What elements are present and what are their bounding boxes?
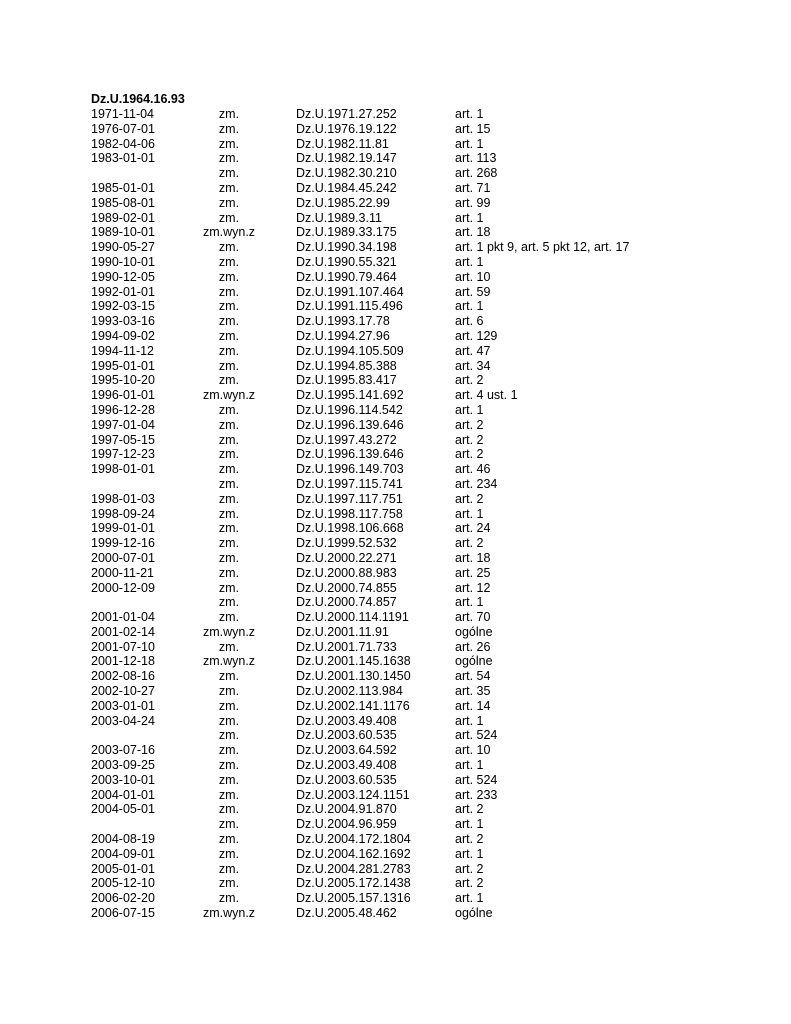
- row-article: art. 34: [455, 358, 491, 373]
- row-reference: Dz.U.1990.34.198: [296, 240, 397, 255]
- row-article: art. 1: [455, 595, 484, 610]
- amendment-table: [0, 107, 791, 921]
- table-row: [0, 107, 791, 122]
- row-reference: Dz.U.2004.91.870: [296, 802, 397, 817]
- table-row: [0, 669, 791, 684]
- row-date: 1994-11-12: [91, 343, 155, 358]
- table-row: [0, 166, 791, 181]
- row-article: art. 1: [455, 136, 484, 151]
- row-reference: Dz.U.1990.79.464: [296, 269, 397, 284]
- row-article: art. 2: [455, 536, 484, 551]
- table-row: [0, 270, 791, 285]
- row-change-type: zm.: [218, 343, 240, 358]
- row-article: art. 1: [455, 817, 484, 832]
- table-row: [0, 847, 791, 862]
- row-reference: Dz.U.2001.130.1450: [296, 669, 411, 684]
- table-row: [0, 137, 791, 152]
- row-reference: Dz.U.2004.172.1804: [296, 832, 411, 847]
- row-date: 1971-11-04: [91, 107, 155, 121]
- row-change-type: zm.: [218, 728, 240, 743]
- row-article: art. 1: [455, 402, 484, 417]
- row-date: 1992-03-15: [91, 299, 155, 314]
- row-change-type: zm.: [218, 832, 240, 847]
- row-reference: Dz.U.2001.11.91: [296, 624, 389, 639]
- row-change-type: zm.: [218, 565, 240, 580]
- row-change-type: zm.wyn.z: [202, 225, 256, 240]
- row-article: art. 1: [455, 713, 484, 728]
- row-change-type: zm.wyn.z: [202, 624, 256, 639]
- row-change-type: zm.: [218, 299, 240, 314]
- row-change-type: zm.: [218, 447, 240, 462]
- row-reference: Dz.U.2004.281.2783: [296, 861, 411, 876]
- row-article: art. 54: [455, 669, 491, 684]
- row-reference: Dz.U.1996.114.542: [296, 402, 403, 417]
- row-date: 1992-01-01: [91, 284, 155, 299]
- row-change-type: zm.: [218, 595, 240, 610]
- row-article: art. 1 pkt 9, art. 5 pkt 12, art. 17: [455, 240, 630, 255]
- row-article: art. 524: [455, 728, 498, 743]
- row-reference: Dz.U.1999.52.532: [296, 536, 397, 551]
- row-reference: Dz.U.1998.106.668: [296, 521, 404, 536]
- row-change-type: zm.: [218, 743, 240, 758]
- row-reference: Dz.U.1971.27.252: [296, 107, 397, 121]
- row-reference: Dz.U.1994.85.388: [296, 358, 397, 373]
- row-date: 1993-03-16: [91, 314, 155, 329]
- row-article: art. 234: [455, 476, 498, 491]
- row-article: art. 2: [455, 861, 484, 876]
- table-row: [0, 418, 791, 433]
- row-reference: Dz.U.2000.74.857: [296, 595, 397, 610]
- row-change-type: zm.: [218, 476, 240, 491]
- row-reference: Dz.U.2002.141.1176: [296, 698, 410, 713]
- row-reference: Dz.U.1996.139.646: [296, 447, 404, 462]
- row-date: 1990-12-05: [91, 269, 155, 284]
- row-date: 1996-01-01: [91, 388, 155, 403]
- row-reference: Dz.U.1982.30.210: [296, 166, 397, 181]
- row-article: art. 2: [455, 447, 484, 462]
- row-change-type: zm.: [218, 639, 240, 654]
- row-change-type: zm.: [218, 314, 240, 329]
- row-date: 2003-09-25: [91, 758, 155, 773]
- row-change-type: zm.wyn.z: [202, 906, 256, 921]
- row-change-type: zm.: [218, 136, 240, 151]
- row-date: 1998-09-24: [91, 506, 155, 521]
- row-article: art. 2: [455, 832, 484, 847]
- row-date: 2003-04-24: [91, 713, 155, 728]
- table-row: [0, 743, 791, 758]
- row-reference: Dz.U.2004.162.1692: [296, 846, 411, 861]
- row-reference: Dz.U.1991.115.496: [296, 299, 403, 314]
- row-article: ogólne: [455, 906, 493, 921]
- table-row: [0, 181, 791, 196]
- row-reference: Dz.U.1995.83.417: [296, 373, 397, 388]
- row-article: art. 4 ust. 1: [455, 388, 518, 403]
- row-reference: Dz.U.1989.33.175: [296, 225, 397, 240]
- row-date: 2004-09-01: [91, 846, 155, 861]
- table-row: [0, 477, 791, 492]
- table-row: [0, 359, 791, 374]
- row-reference: Dz.U.2003.64.592: [296, 743, 397, 758]
- row-article: art. 15: [455, 121, 491, 136]
- table-row: [0, 862, 791, 877]
- table-row: [0, 225, 791, 240]
- row-article: art. 1: [455, 846, 484, 861]
- row-reference: Dz.U.1994.105.509: [296, 343, 404, 358]
- row-date: 1985-08-01: [91, 195, 155, 210]
- table-row: [0, 299, 791, 314]
- row-article: art. 10: [455, 269, 491, 284]
- table-row: [0, 433, 791, 448]
- row-change-type: zm.: [218, 358, 240, 373]
- row-date: 2006-07-15: [91, 906, 155, 921]
- row-date: 2006-02-20: [91, 891, 155, 906]
- row-reference: Dz.U.2003.49.408: [296, 758, 397, 773]
- row-reference: Dz.U.1996.139.646: [296, 417, 404, 432]
- row-date: 1995-01-01: [91, 358, 155, 373]
- row-reference: Dz.U.1991.107.464: [296, 284, 404, 299]
- table-row: [0, 758, 791, 773]
- row-change-type: zm.: [218, 195, 240, 210]
- row-change-type: zm.: [218, 802, 240, 817]
- table-row: [0, 551, 791, 566]
- row-date: 2004-08-19: [91, 832, 155, 847]
- row-change-type: zm.: [218, 121, 240, 136]
- row-article: art. 71: [455, 180, 491, 195]
- row-change-type: zm.: [218, 550, 240, 565]
- row-date: 1989-02-01: [91, 210, 155, 225]
- row-reference: Dz.U.2000.74.855: [296, 580, 397, 595]
- row-article: art. 1: [455, 891, 484, 906]
- row-change-type: zm.: [218, 417, 240, 432]
- row-article: art. 129: [455, 328, 498, 343]
- row-article: art. 113: [455, 151, 497, 166]
- table-row: [0, 314, 791, 329]
- row-date: 2005-12-10: [91, 876, 155, 891]
- row-article: ogólne: [455, 654, 493, 669]
- row-change-type: zm.: [218, 610, 240, 625]
- row-change-type: zm.: [218, 254, 240, 269]
- row-date: 1995-10-20: [91, 373, 155, 388]
- row-date: 1997-12-23: [91, 447, 155, 462]
- row-article: art. 99: [455, 195, 491, 210]
- row-date: 2004-01-01: [91, 787, 155, 802]
- row-date: 1990-10-01: [91, 254, 155, 269]
- row-article: art. 1: [455, 254, 484, 269]
- row-article: art. 233: [455, 787, 498, 802]
- row-reference: Dz.U.1982.19.147: [296, 151, 397, 166]
- row-date: 2003-10-01: [91, 772, 155, 787]
- table-row: [0, 344, 791, 359]
- row-change-type: zm.: [218, 580, 240, 595]
- table-row: [0, 403, 791, 418]
- table-row: [0, 492, 791, 507]
- row-date: 2002-10-27: [91, 684, 155, 699]
- table-row: [0, 654, 791, 669]
- row-article: art. 1: [455, 506, 484, 521]
- row-article: art. 1: [455, 299, 484, 314]
- row-article: ogólne: [455, 624, 493, 639]
- row-article: art. 6: [455, 314, 484, 329]
- row-reference: Dz.U.1982.11.81: [296, 136, 389, 151]
- row-change-type: zm.: [218, 758, 240, 773]
- row-date: 1976-07-01: [91, 121, 155, 136]
- row-article: art. 24: [455, 521, 491, 536]
- row-change-type: zm.: [218, 684, 240, 699]
- row-reference: Dz.U.1976.19.122: [296, 121, 397, 136]
- row-change-type: zm.: [218, 713, 240, 728]
- row-reference: Dz.U.1985.22.99: [296, 195, 390, 210]
- row-reference: Dz.U.2001.145.1638: [296, 654, 411, 669]
- table-row: [0, 462, 791, 477]
- row-reference: Dz.U.1998.117.758: [296, 506, 403, 521]
- row-change-type: zm.: [218, 180, 240, 195]
- row-change-type: zm.: [218, 876, 240, 891]
- row-article: art. 10: [455, 743, 491, 758]
- table-row: [0, 255, 791, 270]
- table-row: [0, 285, 791, 300]
- table-row: [0, 447, 791, 462]
- row-date: 2001-07-10: [91, 639, 155, 654]
- table-row: [0, 684, 791, 699]
- table-row: [0, 906, 791, 921]
- table-row: [0, 240, 791, 255]
- row-reference: Dz.U.1997.43.272: [296, 432, 397, 447]
- row-article: art. 1: [455, 758, 484, 773]
- row-reference: Dz.U.1984.45.242: [296, 180, 397, 195]
- row-article: art. 18: [455, 225, 491, 240]
- row-reference: Dz.U.1990.55.321: [296, 254, 397, 269]
- row-reference: Dz.U.2002.113.984: [296, 684, 403, 699]
- row-change-type: zm.: [218, 891, 240, 906]
- table-row: [0, 728, 791, 743]
- row-change-type: zm.: [218, 506, 240, 521]
- row-change-type: zm.: [218, 373, 240, 388]
- table-row: [0, 581, 791, 596]
- row-date: 2000-12-09: [91, 580, 155, 595]
- row-date: 1998-01-01: [91, 462, 155, 477]
- table-row: [0, 625, 791, 640]
- row-date: 2003-01-01: [91, 698, 155, 713]
- table-row: [0, 640, 791, 655]
- row-change-type: zm.: [218, 210, 240, 225]
- row-reference: Dz.U.1997.115.741: [296, 476, 403, 491]
- row-reference: Dz.U.1996.149.703: [296, 462, 404, 477]
- row-article: art. 14: [455, 698, 491, 713]
- row-change-type: zm.: [218, 107, 240, 121]
- row-article: art. 46: [455, 462, 491, 477]
- document-title: Dz.U.1964.16.93: [91, 92, 185, 106]
- row-date: 1997-05-15: [91, 432, 155, 447]
- row-article: art. 25: [455, 565, 491, 580]
- row-article: art. 2: [455, 417, 484, 432]
- table-row: [0, 817, 791, 832]
- row-change-type: zm.: [218, 669, 240, 684]
- row-reference: Dz.U.2003.60.535: [296, 772, 397, 787]
- table-row: [0, 566, 791, 581]
- row-reference: Dz.U.1994.27.96: [296, 328, 390, 343]
- row-reference: Dz.U.2005.172.1438: [296, 876, 411, 891]
- row-article: art. 35: [455, 684, 491, 699]
- row-article: art. 2: [455, 373, 484, 388]
- row-date: 2000-11-21: [91, 565, 155, 580]
- row-article: art. 12: [455, 580, 491, 595]
- table-row: [0, 595, 791, 610]
- row-date: 2001-12-18: [91, 654, 155, 669]
- table-row: [0, 329, 791, 344]
- table-row: [0, 788, 791, 803]
- row-change-type: zm.: [218, 328, 240, 343]
- row-change-type: zm.wyn.z: [202, 654, 256, 669]
- row-reference: Dz.U.2000.114.1191: [296, 610, 409, 625]
- row-article: art. 2: [455, 491, 484, 506]
- table-row: [0, 211, 791, 226]
- table-row: [0, 196, 791, 211]
- table-row: [0, 802, 791, 817]
- row-change-type: zm.wyn.z: [202, 388, 256, 403]
- row-article: art. 2: [455, 802, 484, 817]
- row-change-type: zm.: [218, 536, 240, 551]
- row-reference: Dz.U.1993.17.78: [296, 314, 390, 329]
- row-change-type: zm.: [218, 787, 240, 802]
- table-row: [0, 699, 791, 714]
- row-article: art. 2: [455, 432, 484, 447]
- row-date: 2000-07-01: [91, 550, 155, 565]
- row-reference: Dz.U.2003.124.1151: [296, 787, 410, 802]
- table-row: [0, 714, 791, 729]
- row-change-type: zm.: [218, 846, 240, 861]
- row-reference: Dz.U.2004.96.959: [296, 817, 397, 832]
- row-change-type: zm.: [218, 698, 240, 713]
- row-reference: Dz.U.2000.88.983: [296, 565, 397, 580]
- row-change-type: zm.: [218, 432, 240, 447]
- row-date: 1999-12-16: [91, 536, 155, 551]
- row-change-type: zm.: [218, 166, 240, 181]
- row-article: art. 59: [455, 284, 491, 299]
- row-change-type: zm.: [218, 240, 240, 255]
- row-change-type: zm.: [218, 491, 240, 506]
- row-reference: Dz.U.2000.22.271: [296, 550, 397, 565]
- row-change-type: zm.: [218, 861, 240, 876]
- table-row: [0, 373, 791, 388]
- row-date: 1994-09-02: [91, 328, 155, 343]
- table-row: [0, 388, 791, 403]
- row-change-type: zm.: [218, 402, 240, 417]
- row-date: 2001-02-14: [91, 624, 155, 639]
- row-date: 1982-04-06: [91, 136, 155, 151]
- row-article: art. 70: [455, 610, 491, 625]
- row-article: art. 1: [455, 210, 484, 225]
- table-row: [0, 507, 791, 522]
- row-article: art. 268: [455, 166, 498, 181]
- row-reference: Dz.U.2005.48.462: [296, 906, 397, 921]
- row-article: art. 18: [455, 550, 491, 565]
- row-date: 1996-12-28: [91, 402, 155, 417]
- row-change-type: zm.: [218, 772, 240, 787]
- row-change-type: zm.: [218, 269, 240, 284]
- row-date: 1990-05-27: [91, 240, 155, 255]
- table-row: [0, 773, 791, 788]
- table-row: [0, 521, 791, 536]
- row-article: art. 2: [455, 876, 484, 891]
- table-row: [0, 891, 791, 906]
- row-date: 2004-05-01: [91, 802, 155, 817]
- table-row: [0, 151, 791, 166]
- table-row: [0, 122, 791, 137]
- row-reference: Dz.U.1997.117.751: [296, 491, 403, 506]
- row-date: 1998-01-03: [91, 491, 155, 506]
- row-reference: Dz.U.1989.3.11: [296, 210, 382, 225]
- table-row: [0, 536, 791, 551]
- row-change-type: zm.: [218, 817, 240, 832]
- row-date: 1999-01-01: [91, 521, 155, 536]
- row-date: 1983-01-01: [91, 151, 155, 166]
- row-date: 2005-01-01: [91, 861, 155, 876]
- row-date: 2001-01-04: [91, 610, 155, 625]
- row-reference: Dz.U.2001.71.733: [296, 639, 397, 654]
- row-change-type: zm.: [218, 521, 240, 536]
- row-date: 1985-01-01: [91, 180, 155, 195]
- row-reference: Dz.U.2005.157.1316: [296, 891, 411, 906]
- row-date: 1997-01-04: [91, 417, 155, 432]
- row-reference: Dz.U.1995.141.692: [296, 388, 404, 403]
- row-reference: Dz.U.2003.60.535: [296, 728, 397, 743]
- row-date: 2002-08-16: [91, 669, 155, 684]
- table-row: [0, 832, 791, 847]
- row-reference: Dz.U.2003.49.408: [296, 713, 397, 728]
- row-change-type: zm.: [218, 462, 240, 477]
- row-change-type: zm.: [218, 284, 240, 299]
- table-row: [0, 876, 791, 891]
- row-change-type: zm.: [218, 151, 240, 166]
- table-row: [0, 610, 791, 625]
- row-article: art. 524: [455, 772, 498, 787]
- row-date: 2003-07-16: [91, 743, 155, 758]
- row-date: 1989-10-01: [91, 225, 155, 240]
- row-article: art. 47: [455, 343, 491, 358]
- row-article: art. 26: [455, 639, 491, 654]
- row-article: art. 1: [455, 107, 484, 121]
